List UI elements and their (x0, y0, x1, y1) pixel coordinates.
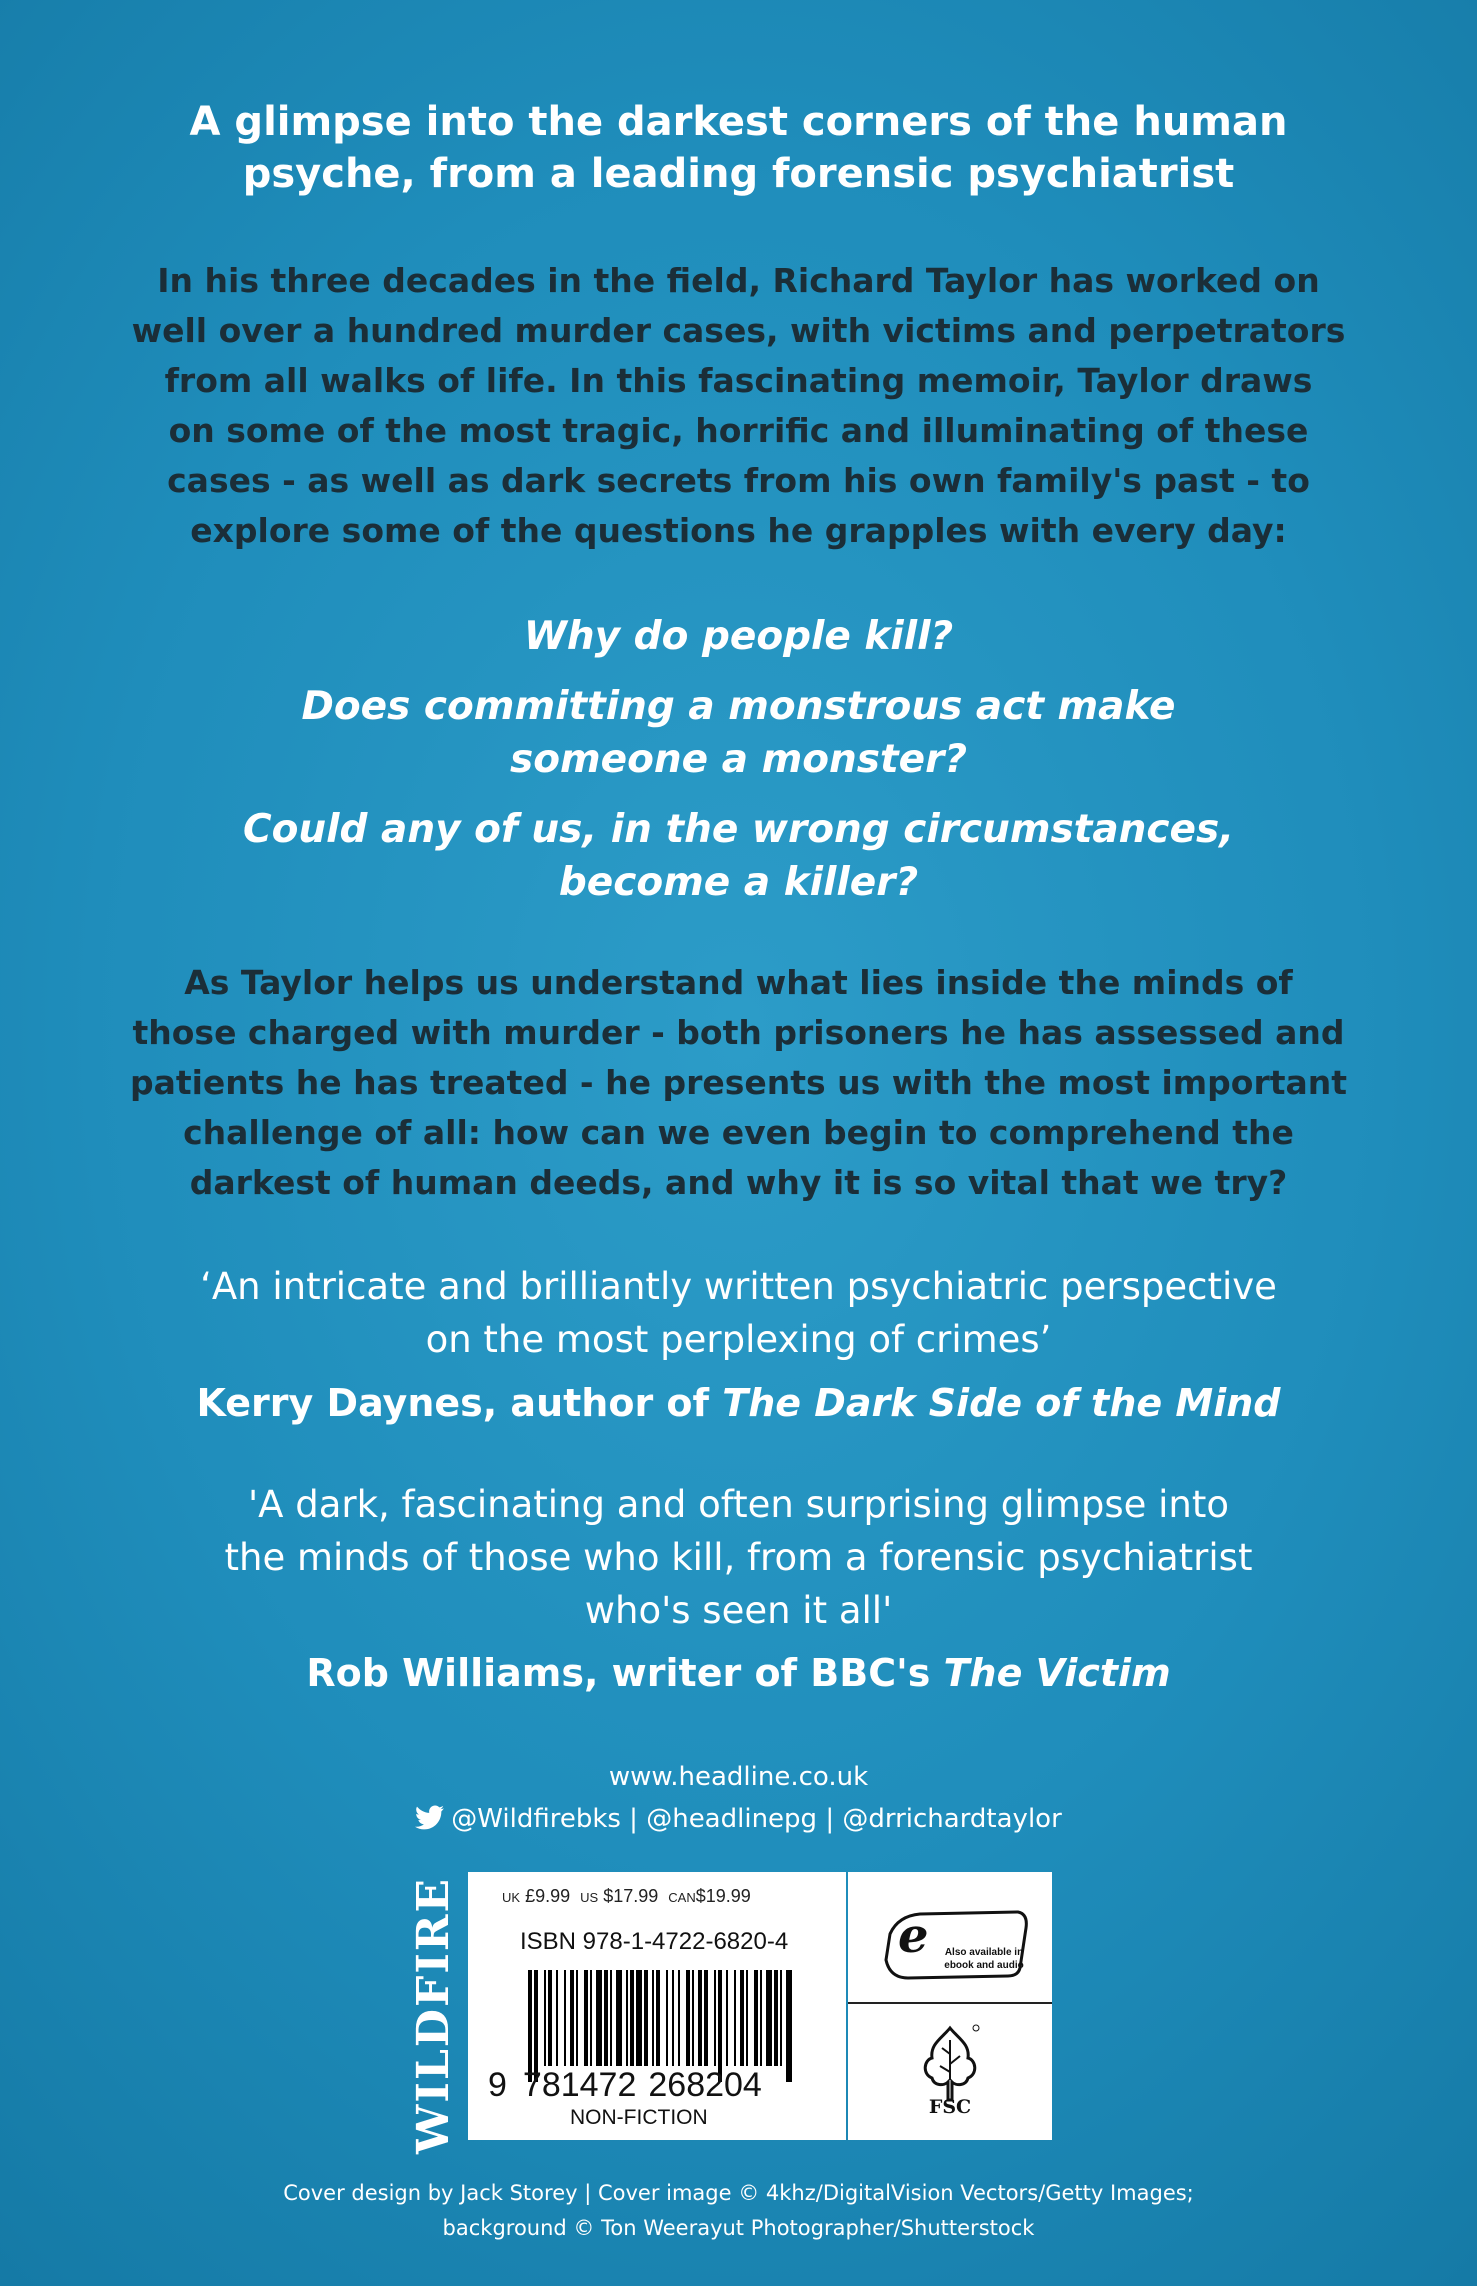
us-price: $17.99 (603, 1886, 659, 1906)
publisher-website[interactable]: www.headline.co.uk (608, 1762, 869, 1792)
tagline-line: psyche, from a leading forensic psychiatrist (242, 151, 1235, 197)
svg-text:e: e (898, 1908, 929, 1964)
question-line: someone a monster? (510, 737, 967, 782)
attribution-text: Rob Williams, writer of BBC's (306, 1651, 944, 1695)
book-category: NON-FICTION (570, 2106, 708, 2129)
twitter-bird-icon (415, 1805, 445, 1840)
blurb-line: on some of the most tragic, horrific and illuminating of these (168, 411, 1309, 450)
can-label: CAN (668, 1890, 696, 1905)
quote-line: on the most perplexing of crimes’ (425, 1318, 1052, 1361)
uk-price: £9.99 (525, 1886, 571, 1906)
blurb-line: explore some of the questions he grapples with every day: (190, 511, 1287, 550)
blurb-paragraph-2 (100, 958, 1377, 1208)
blurb-line: challenge of all: how can we even begin to comprehend the (183, 1113, 1294, 1152)
imprint-logo (398, 1876, 468, 2154)
ebook-line: Also available in (944, 1947, 1024, 1958)
review-quote-1 (60, 1260, 1417, 1366)
tagline-line: A glimpse into the darkest corners of the human (189, 99, 1288, 145)
attribution-text: Kerry Daynes, author of (196, 1381, 723, 1425)
quote-line: who's seen it all' (584, 1589, 893, 1632)
price-line (502, 1886, 751, 1907)
question-line: Why do people kill? (523, 614, 954, 659)
blurb-line: darkest of human deeds, and why it is so vital that we try? (189, 1163, 1288, 1202)
social-handles (0, 1802, 1477, 1840)
blurb-line: well over a hundred murder cases, with victims and perpetrators (131, 311, 1346, 350)
ean-group-2: 268204 (648, 2066, 762, 2104)
tagline (0, 96, 1477, 200)
question-1 (0, 610, 1477, 663)
review-attribution-2 (0, 1648, 1477, 1698)
ebook-badge (868, 1894, 1032, 1986)
review-attribution-1 (0, 1378, 1477, 1428)
isbn-number: ISBN 978-1-4722-6820-4 (520, 1928, 789, 1955)
can-price: $19.99 (695, 1886, 751, 1906)
us-label: US (580, 1890, 599, 1905)
credits-line: Cover design by Jack Storey | Cover image © 4khz/DigitalVision Vectors/Getty Images; (283, 2181, 1194, 2205)
uk-label: UK (502, 1890, 521, 1905)
quote-line: 'A dark, fascinating and often surprising glimpse into (247, 1483, 1230, 1526)
question-3 (0, 803, 1477, 909)
barcode-panel (468, 1872, 846, 2140)
question-line: Does committing a monstrous act make (301, 684, 1176, 729)
attribution-title: The Victim (943, 1651, 1171, 1695)
question-2 (0, 680, 1477, 786)
credits-line: background © Ton Weerayut Photographer/Shutterstock (442, 2216, 1035, 2240)
blurb-line: those charged with murder - both prisoners he has assessed and (132, 1013, 1345, 1052)
blurb-paragraph-1 (100, 256, 1377, 556)
ebook-e-icon (868, 1894, 1032, 1986)
ean-first-digit: 9 (488, 2066, 507, 2104)
ean-group-1: 781472 (522, 2066, 637, 2104)
imprint-name: WILDFIRE (407, 1876, 459, 2154)
blurb-line: cases - as well as dark secrets from his own family's past - to (167, 461, 1310, 500)
quote-line: ‘An intricate and brilliantly written psychiatric perspective (200, 1265, 1277, 1308)
social-handles-text: @Wildfirebks | @headlinepg | @drrichardtaylor (451, 1804, 1062, 1834)
blurb-line: patients he has treated - he presents us with the most important (129, 1063, 1348, 1102)
ebook-badge-text (932, 1946, 1036, 1972)
cover-credits (0, 2176, 1477, 2246)
fsc-label: FSC (928, 2096, 972, 2118)
ean-digits (488, 2066, 762, 2105)
blurb-line: from all walks of life. In this fascinating memoir, Taylor draws (164, 361, 1313, 400)
ebook-line: ebook and audio (944, 1960, 1024, 1971)
questions-block (0, 610, 1477, 926)
format-logos-panel (848, 1872, 1052, 2140)
question-line: become a killer? (558, 860, 919, 905)
panel-divider (848, 2002, 1052, 2004)
blurb-line: In his three decades in the field, Richard Taylor has worked on (157, 261, 1320, 300)
question-line: Could any of us, in the wrong circumstances, (242, 807, 1235, 852)
quote-line: the minds of those who kill, from a forensic psychiatrist (224, 1536, 1253, 1579)
review-quote-2 (60, 1478, 1417, 1637)
attribution-title: The Dark Side of the Mind (722, 1381, 1281, 1425)
blurb-line: As Taylor helps us understand what lies inside the minds of (184, 963, 1293, 1002)
